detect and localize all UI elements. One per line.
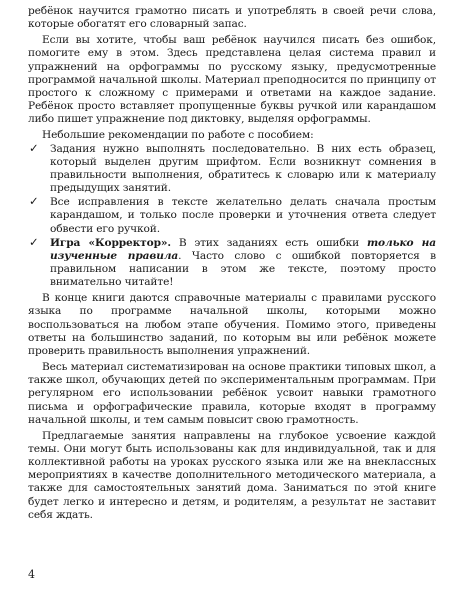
game-text-after: . Часто слово с ошибкой повторяется в правильном написании в этом же тексте, поэтому просто внимательно читайте! [50, 249, 436, 289]
list-item-text: Все исправления в тексте желательно делать сначала простым карандашом, и только после проверки и уточнения ответа следует обвести его ручкой. [50, 196, 436, 235]
paragraph-continued: ребёнок научится грамотно писать и употреблять в своей речи слова, которые обогатят его словарный запас. [28, 5, 436, 31]
paragraph-recommendations-heading: Небольшие рекомендации по работе с пособием: [42, 129, 314, 142]
paragraph-material: Весь материал систематизирован на основе практики типовых школ, а также школ, обучающих детей по экспериментальным программам. При регулярном его использовании ребёнок усвоит навыки грамотного письма и орфографические правила, которые входят в программу начальной школы, и тем самым повысит свою грамотность. [28, 361, 436, 426]
paragraph-intro: Если вы хотите, чтобы ваш ребёнок научился писать без ошибок, помогите ему в этом. Здесь представлена целая система правил и упражнений на орфограммы по русскому языку, предусмотренные программой начальной школы. Материал преподносится по принципу от простого к сложному с примерами и ответами на каждое задание. Ребёнок просто вставляет пропущенные буквы ручкой или карандашом либо пишет упражнение под диктовку, выделяя орфограммы. [28, 34, 436, 126]
paragraph-lessons: Предлагаемые занятия направлены на глубокое усвоение каждой темы. Они могут быть использованы как для индивидуальной, так и для коллективной работы на уроках русского языка или же на внеклассных мероприятиях в качестве дополнительного методического материала, а также для самостоятельных занятий дома. Заниматься по этой книге будет легко и интересно и детям, и родителям, а результат не заставит себя ждать. [28, 429, 436, 521]
page-content [28, 5, 436, 522]
page-number: 4 [28, 568, 35, 581]
list-item [28, 140, 436, 196]
game-title: Игра «Корректор». [50, 236, 171, 249]
recommendations-list [28, 140, 437, 290]
checkmark-icon: ✓ [29, 140, 39, 155]
checkmark-icon: ✓ [29, 234, 39, 249]
checkmark-icon: ✓ [29, 194, 39, 209]
list-item-game [28, 234, 437, 290]
game-text-before: В этих заданиях есть ошибки [178, 236, 360, 249]
paragraph-reference: В конце книги даются справочные материалы с правилами русского языка по программе начальной школы, которыми можно воспользоваться на любом этапе обучения. Помимо этого, приведены ответы на большинство заданий, по которым вы или ребёнок можете проверить правильность выполнения упражнений. [28, 292, 436, 357]
list-item-text: Задания нужно выполнять последовательно. В них есть образец, который выделен другим шрифтом. Если возникнут сомнения в правильности выполнения, обратитесь к словарю или к материалу предыдущих занятий. [50, 142, 436, 195]
list-item [28, 196, 436, 235]
game-emphasis: только на изученные правила [50, 236, 437, 262]
